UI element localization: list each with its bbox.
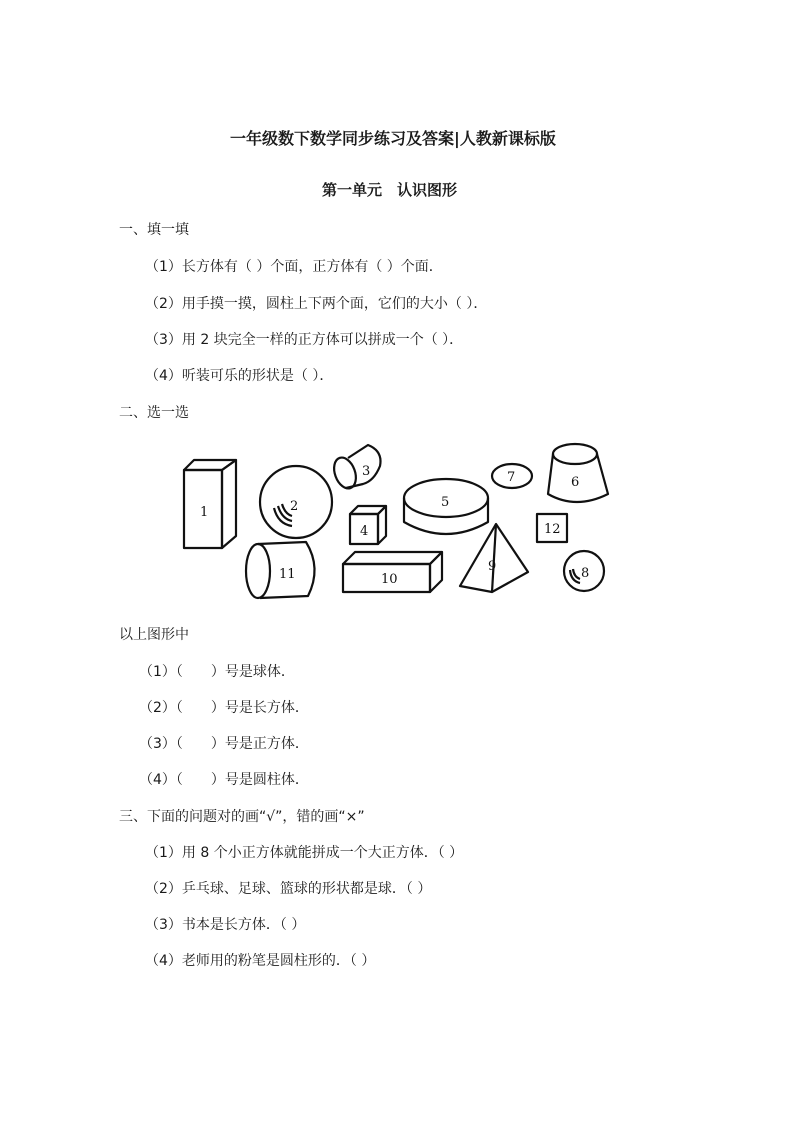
section-2-heading: 二、选一选 <box>119 405 189 421</box>
select-item-2: （2）（ ）号是长方体． <box>139 700 309 716</box>
shape-label: 6 <box>571 475 580 490</box>
shape-label: 9 <box>488 559 497 574</box>
fill-item-4: （4）听装可乐的形状是（ ）． <box>145 368 334 384</box>
select-item-4: （4）（ ）号是圆柱体． <box>139 772 309 788</box>
shape-label: 12 <box>544 522 561 537</box>
judge-item-4: （4）老师用的粉笔是圆柱形的．（ ） <box>145 953 376 969</box>
shape-1-cuboid <box>184 460 236 548</box>
shape-label: 8 <box>581 566 590 581</box>
section-1-heading: 一、填一填 <box>119 222 189 238</box>
section-3-heading: 三、下面的问题对的画“√”，错的画“×” <box>119 809 365 825</box>
select-item-3: （3）（ ）号是正方体． <box>139 736 309 752</box>
fill-item-3: （3）用 2 块完全一样的正方体可以拼成一个（ ）． <box>145 332 464 348</box>
document-title: 一年级数下数学同步练习及答案|人教新课标版 <box>230 129 556 148</box>
shape-3-cylinder <box>330 445 380 491</box>
shape-6-frustum <box>548 444 608 502</box>
shape-9-pyramid <box>460 524 528 592</box>
shape-label: 11 <box>279 567 296 582</box>
shape-label: 2 <box>290 499 299 514</box>
judge-item-2: （2）乒乓球、足球、篮球的形状都是球．（ ） <box>145 881 432 897</box>
shape-label: 1 <box>200 505 209 520</box>
unit-title: 第一单元 认识图形 <box>322 181 458 199</box>
shapes-figure <box>178 436 614 604</box>
select-intro: 以上图形中 <box>119 627 189 643</box>
shape-label: 10 <box>381 572 398 587</box>
fill-item-1: （1）长方体有（ ）个面，正方体有（ ）个面． <box>145 259 443 275</box>
select-item-1: （1）（ ）号是球体． <box>139 664 295 680</box>
shape-label: 7 <box>507 470 516 485</box>
shape-label: 4 <box>360 524 369 539</box>
shape-label: 3 <box>362 464 371 479</box>
judge-item-1: （1）用 8 个小正方体就能拼成一个大正方体．（ ） <box>145 845 464 861</box>
judge-item-3: （3）书本是长方体．（ ） <box>145 917 306 933</box>
shape-label: 5 <box>441 495 450 510</box>
fill-item-2: （2）用手摸一摸，圆柱上下两个面，它们的大小（ ）． <box>145 296 488 312</box>
